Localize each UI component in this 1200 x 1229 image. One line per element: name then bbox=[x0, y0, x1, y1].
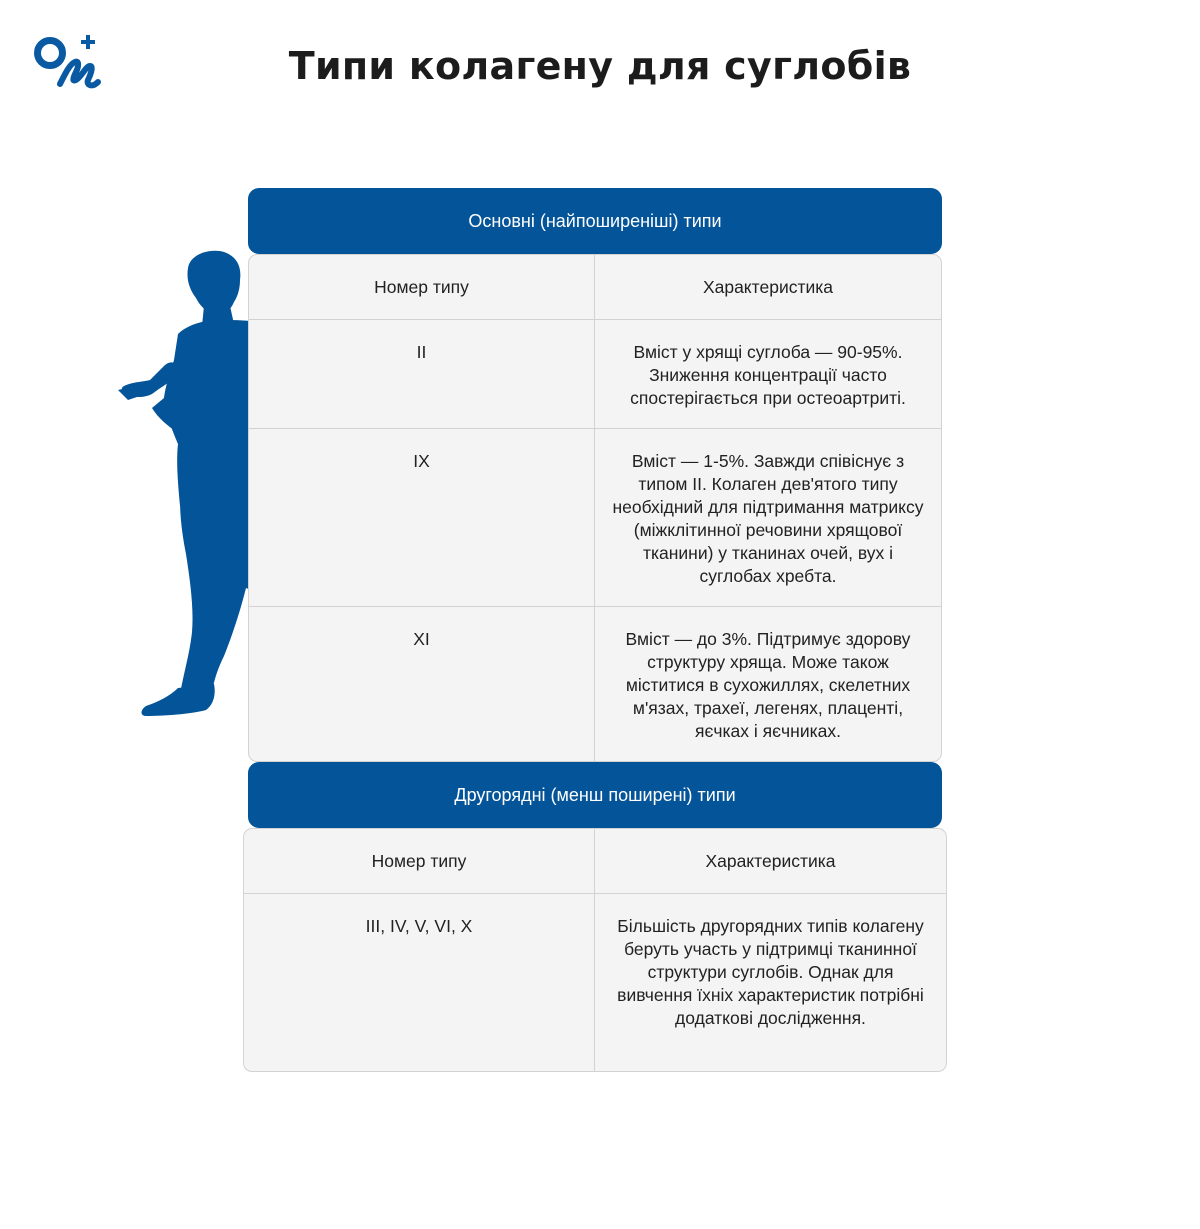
characteristic-cell: Вміст — 1-5%. Завжди співіснує з типом II. Колаген дев'ятого типу необхідний для підтримання матриксу (міжклітинної речовини хрящової тканини) у тканинах очей, вух і суглобах хребта. bbox=[612, 451, 924, 586]
table-row bbox=[244, 893, 946, 1071]
main-types-table bbox=[248, 254, 942, 762]
characteristic-cell: Більшість другорядних типів колагену беруть участь у підтримці тканинної структури суглобів. Однак для вивчення їхніх характеристик потрібні додаткові дослідження. bbox=[617, 916, 924, 1028]
section-header-minor-types bbox=[248, 762, 942, 828]
column-header-characteristic: Характеристика bbox=[705, 851, 836, 871]
type-number-cell: II bbox=[249, 320, 595, 428]
minor-types-table bbox=[243, 828, 947, 1072]
table-row bbox=[249, 428, 941, 606]
table-header-row bbox=[249, 255, 941, 319]
table-row bbox=[249, 319, 941, 428]
column-header-type-number: Номер типу bbox=[249, 255, 595, 319]
characteristic-cell: Вміст у хрящі суглоба — 90-95%. Зниження концентрації часто спостерігається при остеоартриті. bbox=[630, 342, 906, 408]
section-title: Другорядні (менш поширені) типи bbox=[454, 784, 736, 805]
table-header-row bbox=[244, 829, 946, 893]
type-number-cell: IX bbox=[249, 429, 595, 606]
type-number-cell: III, IV, V, VI, X bbox=[244, 894, 595, 1071]
characteristic-cell: Вміст — до 3%. Підтримує здорову структуру хряща. Може також міститися в сухожиллях, скелетних м'язах, трахеї, легенях, плаценті, яєчках і яєчниках. bbox=[625, 629, 911, 741]
section-header-main-types bbox=[248, 188, 942, 254]
page-title: Типи колагену для суглобів bbox=[288, 44, 912, 88]
section-title: Основні (найпоширеніші) типи bbox=[468, 210, 722, 231]
type-number-cell: XI bbox=[249, 607, 595, 761]
column-header-type-number: Номер типу bbox=[244, 829, 595, 893]
table-row bbox=[249, 606, 941, 761]
column-header-characteristic: Характеристика bbox=[702, 277, 834, 297]
